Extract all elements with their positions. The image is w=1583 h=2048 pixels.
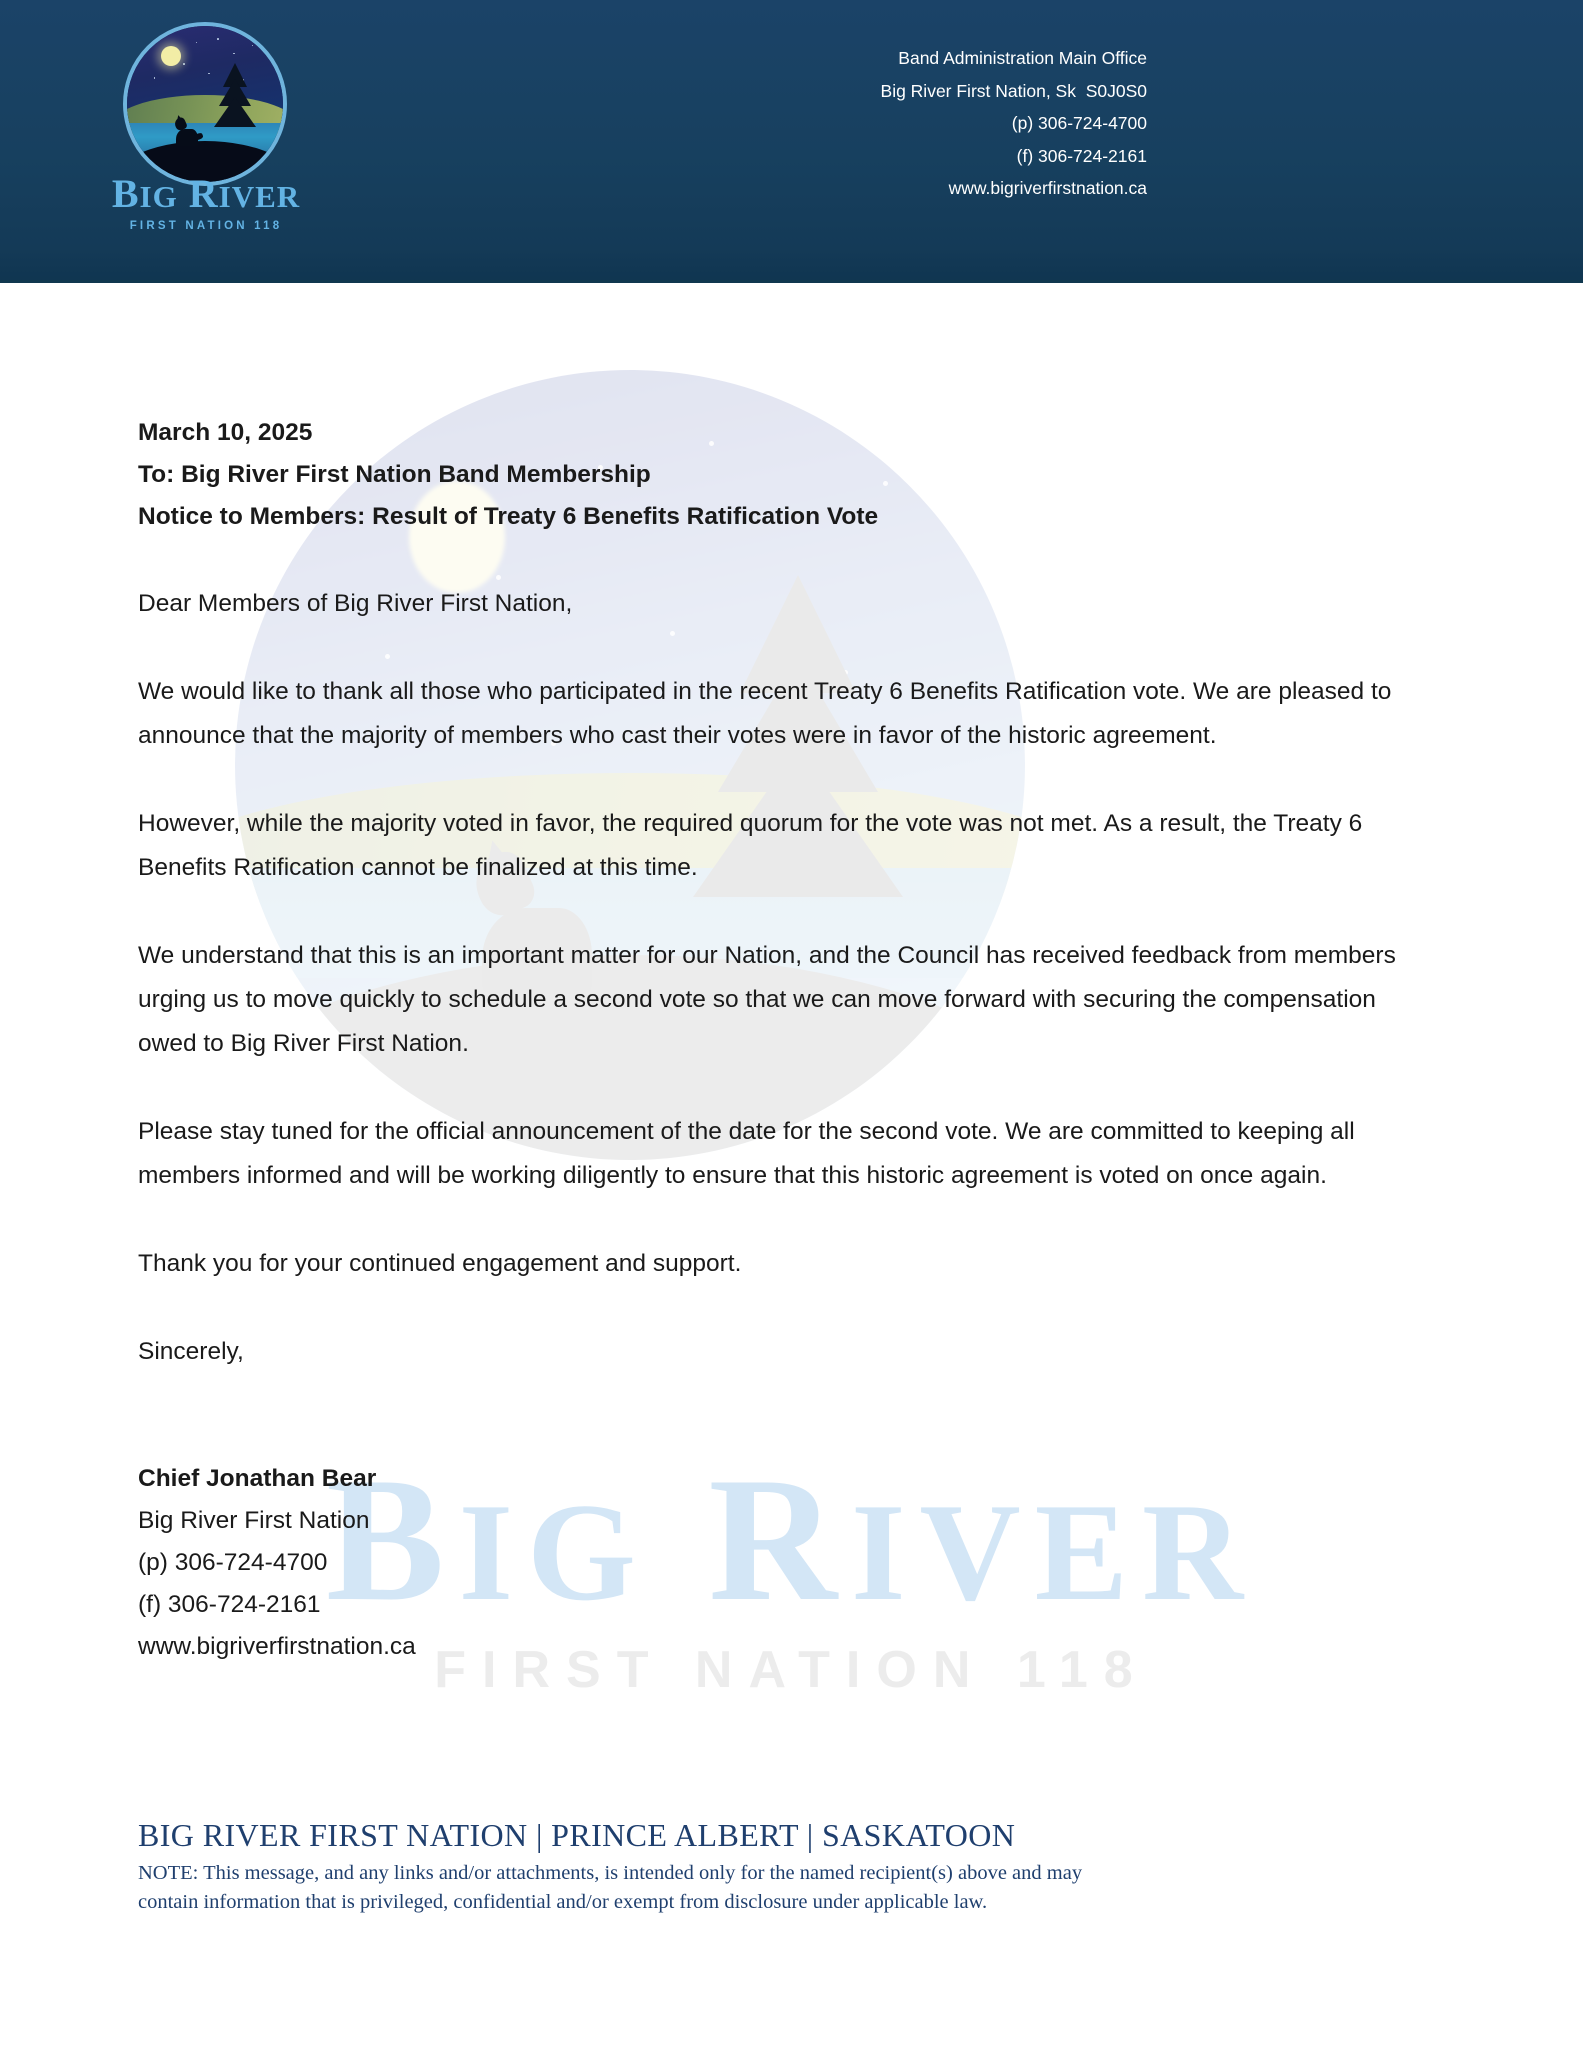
letter-paragraph-1: We would like to thank all those who participated in the recent Treaty 6 Benefits Ratification vote. We are pleased to announce that the majority of members who cast their votes were in favor of the historic agreement.	[138, 678, 1392, 749]
letter-body	[138, 412, 1418, 1668]
letter-paragraph-2: However, while the majority voted in favor, the required quorum for the vote was not met. As a result, the Treaty 6 Benefits Ratification cannot be finalized at this time.	[138, 810, 1363, 881]
organization-logo	[96, 22, 316, 252]
logo-tagline: FIRST NATION 118	[129, 220, 283, 232]
signature-name: Chief Jonathan Bear	[138, 1465, 377, 1492]
letter-salutation: Dear Members of Big River First Nation,	[138, 590, 573, 617]
logo-pine-tree-icon	[214, 63, 256, 166]
letter-paragraph-3: We understand that this is an important matter for our Nation, and the Council has received feedback from members urging us to move quickly to schedule a second vote so that we can move forward with securing the compensation owed to Big River First Nation.	[138, 942, 1396, 1057]
watermark-tagline: FIRST NATION 118	[434, 1641, 1149, 1699]
watermark-wordmark: BIG RIVER	[325, 1440, 1258, 1638]
letter-paragraph-5: Thank you for your continued engagement and support.	[138, 1250, 742, 1277]
letter-closing: Sincerely,	[138, 1338, 244, 1365]
logo-star	[233, 53, 235, 55]
spacer	[138, 1418, 1418, 1458]
header-address: Big River First Nation, Sk S0J0S0	[880, 80, 1147, 101]
logo-star	[183, 63, 185, 65]
footer-confidentiality-note	[138, 1859, 1428, 1917]
signature-website-link[interactable]: www.bigriverfirstnation.ca	[138, 1633, 416, 1660]
spacer	[138, 758, 1418, 802]
spacer	[138, 626, 1418, 670]
signature-fax: (f) 306-724-2161	[138, 1591, 321, 1618]
signature-phone: (p) 306-724-4700	[138, 1549, 328, 1576]
footer-note-line-1: NOTE: This message, and any links and/or attachments, is intended only for the named recipient(s) above and may	[138, 1862, 1083, 1884]
header-phone: (p) 306-724-4700	[1011, 113, 1147, 133]
signature-organization: Big River First Nation	[138, 1507, 370, 1534]
footer-locations: BIG RIVER FIRST NATION | PRINCE ALBERT | SASKATOON	[138, 1817, 1016, 1853]
logo-wordmark: BIG RIVER	[111, 171, 301, 216]
letterhead-header-band	[0, 0, 1583, 283]
spacer	[138, 1286, 1418, 1330]
footer-note-line-2: contain information that is privileged, confidential and/or exempt from disclosure under applicable law.	[138, 1891, 988, 1913]
letter-subject: Notice to Members: Result of Treaty 6 Benefits Ratification Vote	[138, 503, 879, 530]
header-contact-block	[396, 42, 1583, 205]
spacer	[138, 1374, 1418, 1418]
spacer	[138, 890, 1418, 934]
logo-wolf-icon	[174, 116, 200, 146]
letter-footer	[138, 1815, 1428, 1917]
logo-night-scene-icon	[123, 22, 287, 186]
letter-date: March 10, 2025	[138, 419, 313, 446]
spacer	[138, 1066, 1418, 1110]
header-fax: (f) 306-724-2161	[1016, 145, 1147, 166]
spacer	[138, 538, 1418, 582]
header-office-name: Band Administration Main Office	[898, 48, 1147, 68]
spacer	[138, 1198, 1418, 1242]
header-website-link[interactable]: www.bigriverfirstnation.ca	[948, 178, 1147, 198]
logo-star	[154, 77, 156, 79]
letter-to: To: Big River First Nation Band Membership	[138, 461, 651, 488]
letter-paragraph-4: Please stay tuned for the official announcement of the date for the second vote. We are committed to keeping all members informed and will be working diligently to ensure that this historic agreement is voted on once again.	[138, 1118, 1355, 1189]
